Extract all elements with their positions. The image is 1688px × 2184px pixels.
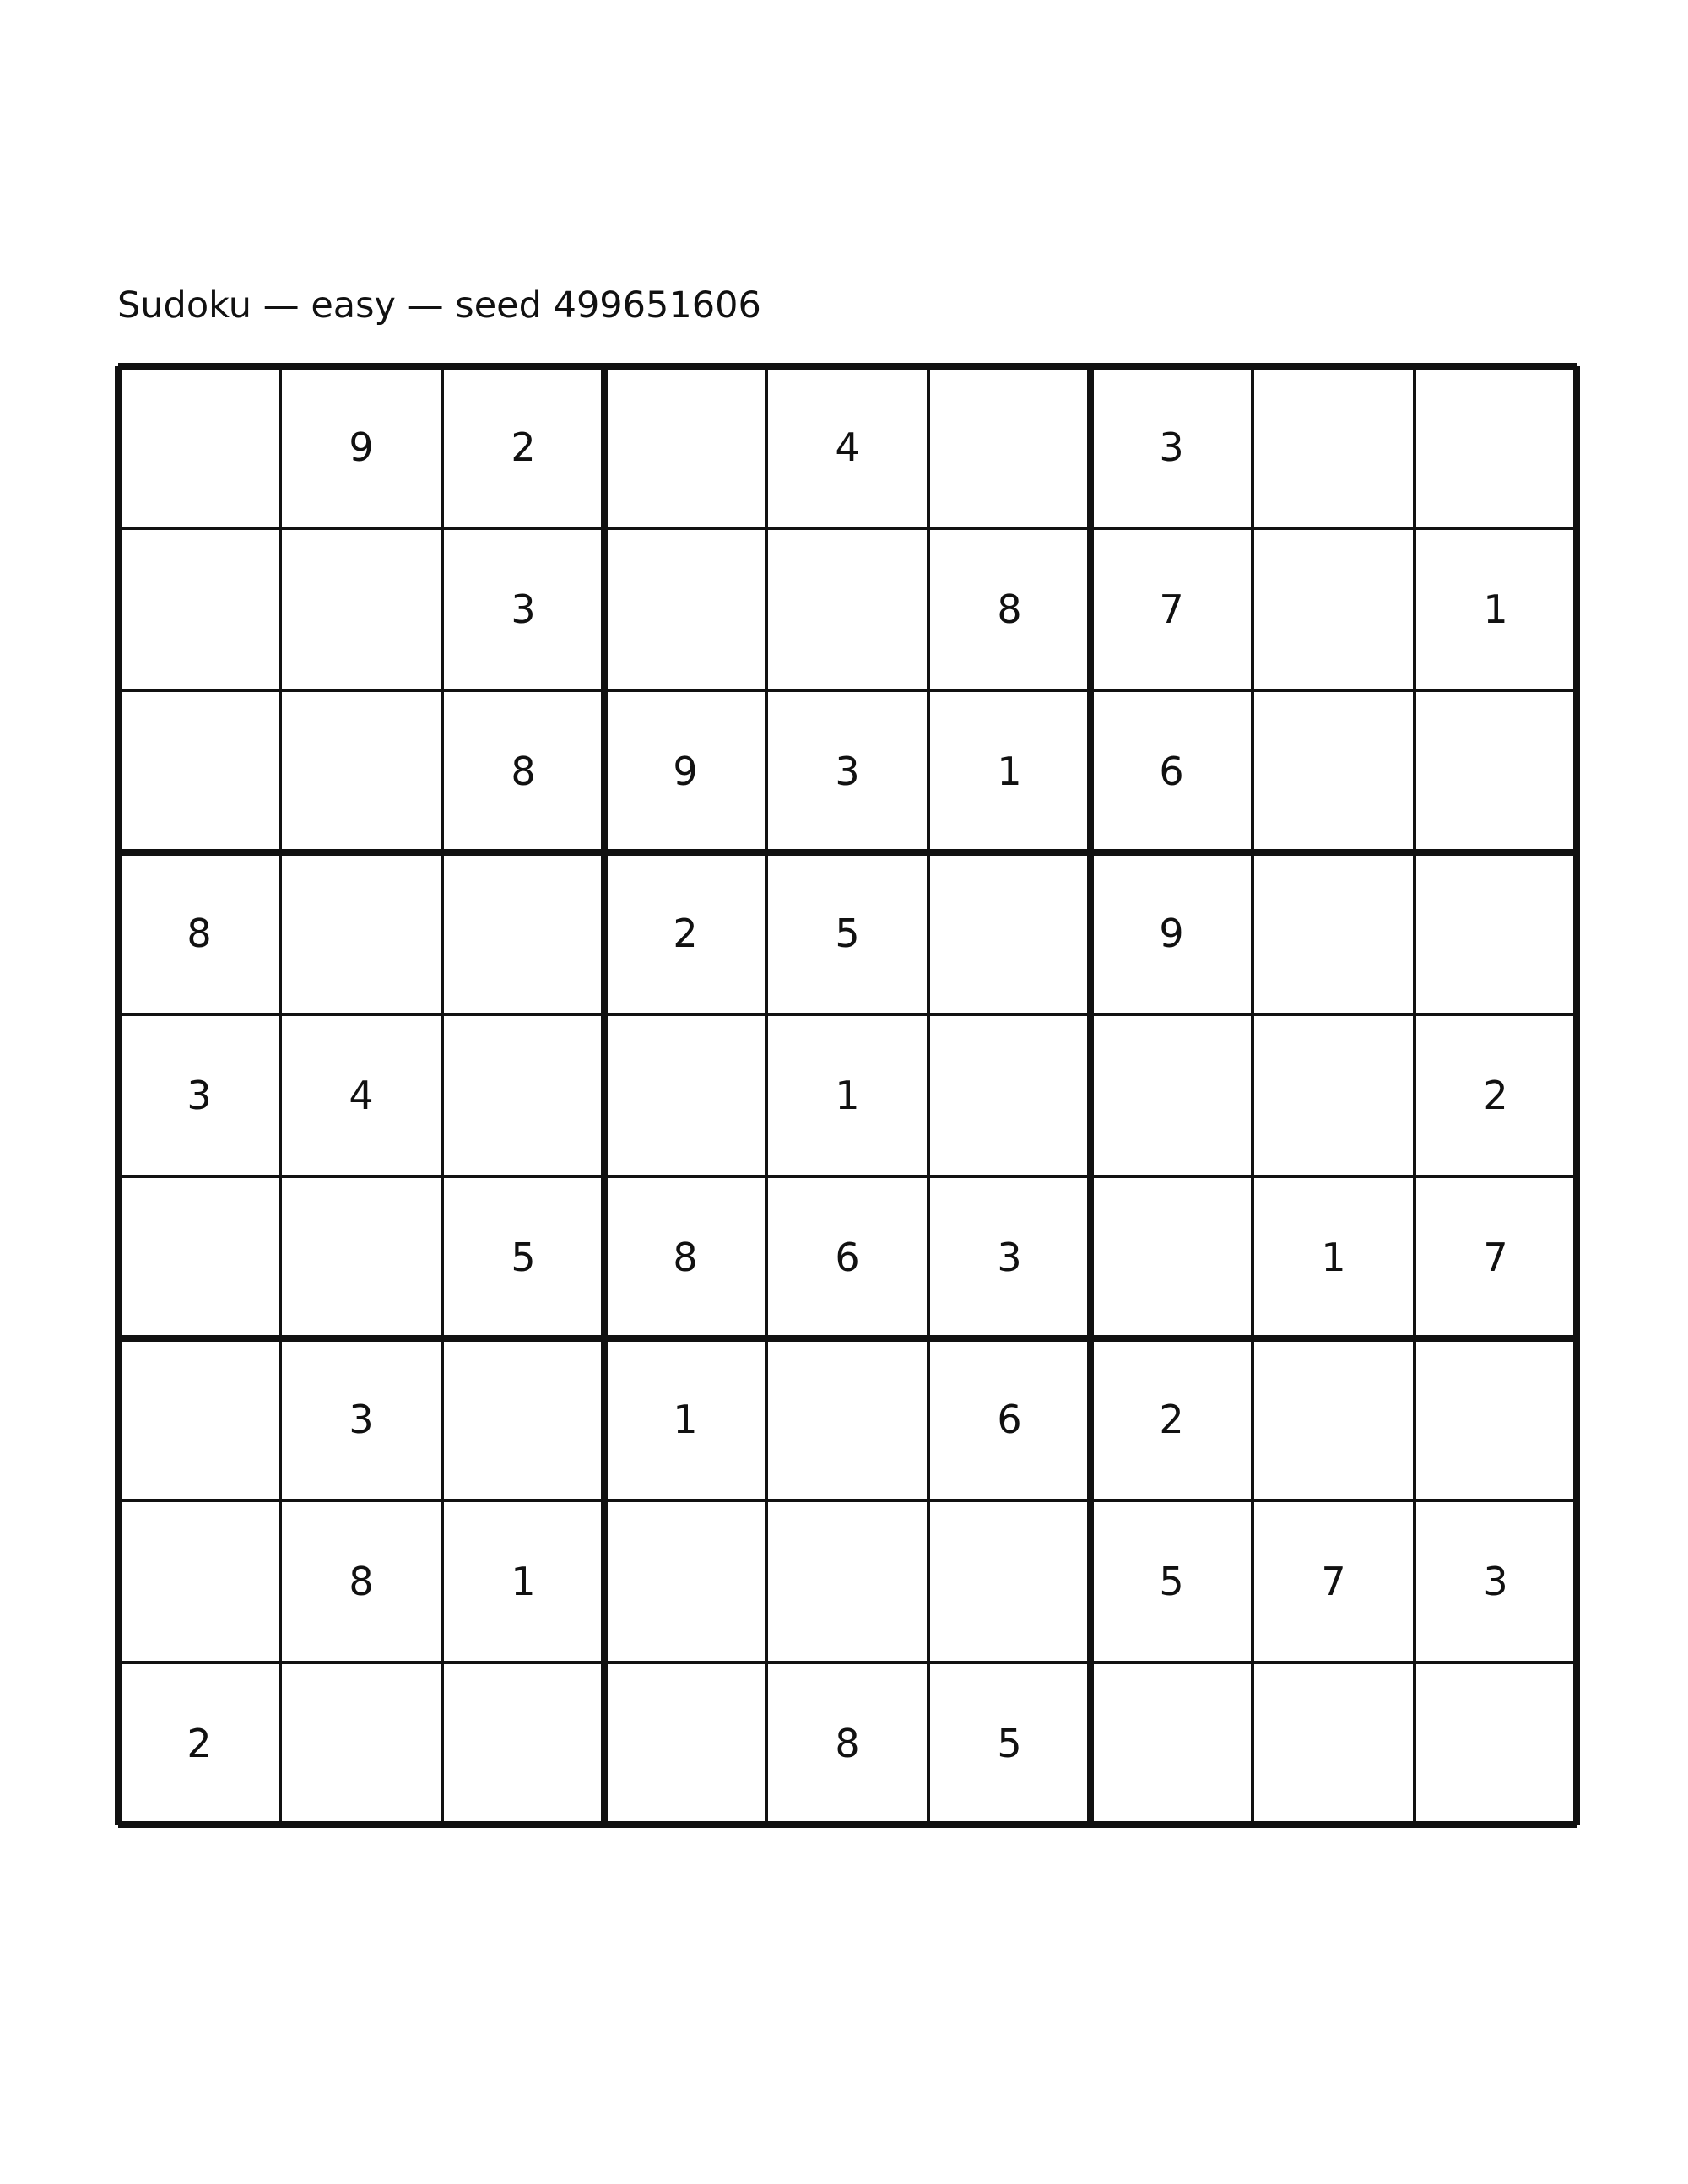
given-cell: [1090, 690, 1252, 852]
empty-cell[interactable]: [1415, 1338, 1577, 1500]
given-cell: [442, 1500, 604, 1662]
empty-cell[interactable]: [928, 852, 1090, 1014]
empty-cell[interactable]: [1090, 1662, 1252, 1825]
given-digit: 8: [511, 749, 536, 794]
empty-cell[interactable]: [604, 1500, 766, 1662]
empty-cell[interactable]: [118, 1338, 280, 1500]
empty-cell[interactable]: [118, 528, 280, 690]
empty-cell[interactable]: [442, 1014, 604, 1176]
given-digit: 8: [997, 587, 1022, 632]
given-cell: [442, 690, 604, 852]
given-cell: [928, 528, 1090, 690]
empty-cell[interactable]: [766, 528, 928, 690]
empty-cell[interactable]: [280, 528, 442, 690]
given-digit: 3: [511, 587, 536, 632]
empty-cell[interactable]: [1415, 690, 1577, 852]
given-digit: 6: [835, 1235, 860, 1280]
empty-cell[interactable]: [280, 690, 442, 852]
given-cell: [928, 1662, 1090, 1825]
given-digit: 7: [1159, 587, 1184, 632]
empty-cell[interactable]: [604, 528, 766, 690]
given-digit: 2: [511, 424, 536, 470]
given-digit: 8: [187, 911, 212, 956]
given-digit: 1: [835, 1073, 860, 1118]
empty-cell[interactable]: [928, 1500, 1090, 1662]
given-cell: [1090, 1500, 1252, 1662]
given-digit: 7: [1483, 1235, 1508, 1280]
empty-cell[interactable]: [442, 852, 604, 1014]
given-cell: [442, 1176, 604, 1338]
empty-cell[interactable]: [1415, 366, 1577, 528]
given-cell: [766, 1662, 928, 1825]
empty-cell[interactable]: [1415, 1662, 1577, 1825]
given-digit: 1: [1321, 1235, 1346, 1280]
given-cell: [1415, 1500, 1577, 1662]
given-digit: 1: [997, 749, 1022, 794]
given-digit: 4: [835, 424, 860, 470]
given-digit: 5: [511, 1235, 536, 1280]
given-digit: 7: [1321, 1559, 1346, 1604]
given-cell: [604, 690, 766, 852]
empty-cell[interactable]: [1090, 1014, 1252, 1176]
empty-cell[interactable]: [118, 366, 280, 528]
given-cell: [118, 852, 280, 1014]
given-cell: [604, 852, 766, 1014]
empty-cell[interactable]: [1252, 852, 1415, 1014]
given-digit: 6: [997, 1397, 1022, 1442]
given-cell: [1252, 1176, 1415, 1338]
given-digit: 3: [835, 749, 860, 794]
empty-cell[interactable]: [766, 1338, 928, 1500]
given-cell: [280, 366, 442, 528]
empty-cell[interactable]: [604, 366, 766, 528]
empty-cell[interactable]: [118, 1176, 280, 1338]
given-cell: [1090, 1338, 1252, 1500]
empty-cell[interactable]: [1252, 1338, 1415, 1500]
given-digit: 1: [1483, 587, 1508, 632]
empty-cell[interactable]: [604, 1014, 766, 1176]
empty-cell[interactable]: [1090, 1176, 1252, 1338]
empty-cell[interactable]: [604, 1662, 766, 1825]
empty-cell[interactable]: [442, 1662, 604, 1825]
given-cell: [1090, 528, 1252, 690]
given-cell: [442, 366, 604, 528]
given-cell: [1415, 1014, 1577, 1176]
empty-cell[interactable]: [1252, 1014, 1415, 1176]
given-cell: [1415, 1176, 1577, 1338]
given-digit: 9: [349, 424, 374, 470]
given-cell: [766, 690, 928, 852]
empty-cell[interactable]: [928, 1014, 1090, 1176]
given-cell: [604, 1338, 766, 1500]
empty-cell[interactable]: [118, 1500, 280, 1662]
given-cell: [280, 1338, 442, 1500]
given-cell: [280, 1014, 442, 1176]
empty-cell[interactable]: [1252, 1662, 1415, 1825]
given-digit: 1: [511, 1559, 536, 1604]
given-cell: [1090, 852, 1252, 1014]
given-digit: 1: [673, 1397, 698, 1442]
given-cell: [928, 1176, 1090, 1338]
empty-cell[interactable]: [280, 852, 442, 1014]
given-digit: 3: [349, 1397, 374, 1442]
given-cell: [118, 1014, 280, 1176]
given-digit: 9: [673, 749, 698, 794]
empty-cell[interactable]: [1252, 690, 1415, 852]
given-cell: [1415, 528, 1577, 690]
given-digit: 2: [673, 911, 698, 956]
given-digit: 2: [1483, 1073, 1508, 1118]
empty-cell[interactable]: [1252, 528, 1415, 690]
empty-cell[interactable]: [280, 1176, 442, 1338]
empty-cell[interactable]: [1252, 366, 1415, 528]
given-cell: [766, 366, 928, 528]
empty-cell[interactable]: [1415, 852, 1577, 1014]
given-digit: 9: [1159, 911, 1184, 956]
given-digit: 8: [349, 1559, 374, 1604]
given-digit: 3: [1159, 424, 1184, 470]
empty-cell[interactable]: [118, 690, 280, 852]
given-cell: [604, 1176, 766, 1338]
empty-cell[interactable]: [280, 1662, 442, 1825]
empty-cell[interactable]: [766, 1500, 928, 1662]
empty-cell[interactable]: [928, 366, 1090, 528]
given-digit: 8: [673, 1235, 698, 1280]
given-cell: [1252, 1500, 1415, 1662]
given-digit: 3: [997, 1235, 1022, 1280]
given-cell: [928, 1338, 1090, 1500]
given-cell: [766, 852, 928, 1014]
given-cell: [928, 690, 1090, 852]
empty-cell[interactable]: [442, 1338, 604, 1500]
given-digit: 4: [349, 1073, 374, 1118]
given-digit: 2: [1159, 1397, 1184, 1442]
given-cell: [766, 1176, 928, 1338]
given-digit: 5: [997, 1721, 1022, 1766]
given-digit: 8: [835, 1721, 860, 1766]
given-digit: 3: [1483, 1559, 1508, 1604]
given-digit: 5: [835, 911, 860, 956]
given-digit: 2: [187, 1721, 212, 1766]
given-cell: [118, 1662, 280, 1825]
given-cell: [1090, 366, 1252, 528]
given-digit: 3: [187, 1073, 212, 1118]
given-cell: [442, 528, 604, 690]
given-digit: 5: [1159, 1559, 1184, 1604]
given-cell: [280, 1500, 442, 1662]
given-digit: 6: [1159, 749, 1184, 794]
puzzle-title: Sudoku — easy — seed 499651606: [117, 284, 761, 327]
given-cell: [766, 1014, 928, 1176]
